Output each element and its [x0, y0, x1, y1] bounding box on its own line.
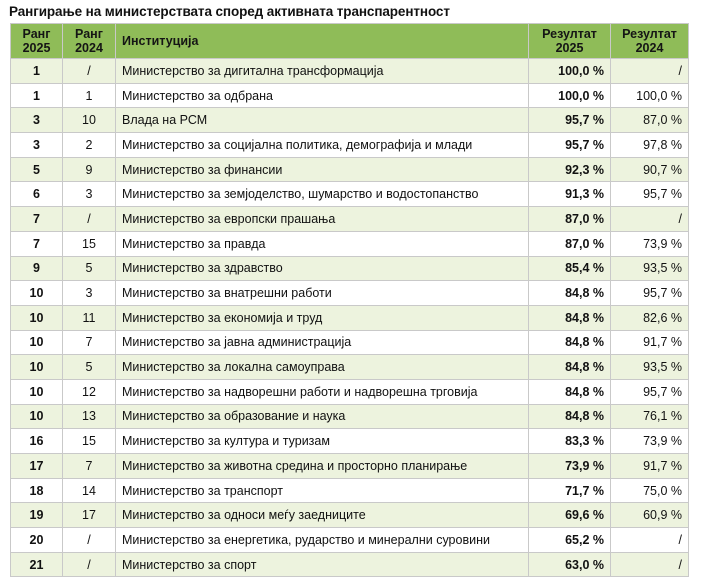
table-row[interactable]: [11, 478, 689, 503]
score-2025-cell: 84,8 %: [529, 404, 611, 429]
institution-cell: Министерство за спорт: [116, 552, 529, 577]
score-2025-cell: 69,6 %: [529, 503, 611, 528]
table-row[interactable]: [11, 330, 689, 355]
score-2025-cell: 63,0 %: [529, 552, 611, 577]
score-2025-cell: 92,3 %: [529, 157, 611, 182]
score-2024-cell: 93,5 %: [611, 256, 689, 281]
institution-cell: Министерство за земјоделство, шумарство и водостопанство: [116, 182, 529, 207]
rank-2024-cell: 5: [63, 355, 116, 380]
header-score-2025-line1: Резултат: [542, 27, 597, 41]
score-2024-cell: /: [611, 207, 689, 232]
table-row[interactable]: [11, 207, 689, 232]
score-2024-cell: 73,9 %: [611, 231, 689, 256]
score-2024-cell: 75,0 %: [611, 478, 689, 503]
table-row[interactable]: [11, 133, 689, 158]
table-row[interactable]: [11, 305, 689, 330]
table-row[interactable]: [11, 379, 689, 404]
institution-cell: Министерство за социјална политика, демографија и млади: [116, 133, 529, 158]
score-2024-cell: /: [611, 552, 689, 577]
score-2024-cell: /: [611, 528, 689, 553]
rank-2024-cell: 17: [63, 503, 116, 528]
rank-2025-cell: 20: [11, 528, 63, 553]
rank-2024-cell: 11: [63, 305, 116, 330]
score-2025-cell: 100,0 %: [529, 59, 611, 84]
score-2024-cell: 93,5 %: [611, 355, 689, 380]
score-2024-cell: 76,1 %: [611, 404, 689, 429]
table-row[interactable]: [11, 231, 689, 256]
score-2025-cell: 87,0 %: [529, 207, 611, 232]
institution-cell: Министерство за одбрана: [116, 83, 529, 108]
institution-cell: Министерство за дигитална трансформација: [116, 59, 529, 84]
table-title: Рангирање на министерствата според активната транспарентност: [9, 4, 450, 19]
rank-2024-cell: 12: [63, 379, 116, 404]
header-rank-2024-line1: Ранг: [75, 27, 103, 41]
rank-2024-cell: 15: [63, 429, 116, 454]
rank-2025-cell: 5: [11, 157, 63, 182]
table-row[interactable]: [11, 83, 689, 108]
score-2025-cell: 71,7 %: [529, 478, 611, 503]
institution-cell: Министерство за економија и труд: [116, 305, 529, 330]
rank-2025-cell: 1: [11, 59, 63, 84]
table-row[interactable]: [11, 281, 689, 306]
score-2025-cell: 100,0 %: [529, 83, 611, 108]
table-row[interactable]: [11, 429, 689, 454]
institution-cell: Министерство за внатрешни работи: [116, 281, 529, 306]
institution-cell: Министерство за здравство: [116, 256, 529, 281]
header-score-2024[interactable]: [611, 24, 689, 59]
table-row[interactable]: [11, 182, 689, 207]
rank-2024-cell: 7: [63, 330, 116, 355]
score-2024-cell: 91,7 %: [611, 330, 689, 355]
score-2025-cell: 65,2 %: [529, 528, 611, 553]
table-row[interactable]: [11, 355, 689, 380]
score-2024-cell: 91,7 %: [611, 454, 689, 479]
table-row[interactable]: [11, 454, 689, 479]
score-2025-cell: 73,9 %: [529, 454, 611, 479]
table-row[interactable]: [11, 157, 689, 182]
table-row[interactable]: [11, 503, 689, 528]
institution-cell: Министерство за јавна администрација: [116, 330, 529, 355]
rank-2025-cell: 16: [11, 429, 63, 454]
score-2025-cell: 83,3 %: [529, 429, 611, 454]
score-2024-cell: 82,6 %: [611, 305, 689, 330]
institution-cell: Министерство за енергетика, рударство и минерални суровини: [116, 528, 529, 553]
rank-2025-cell: 7: [11, 207, 63, 232]
score-2025-cell: 87,0 %: [529, 231, 611, 256]
rank-2025-cell: 10: [11, 404, 63, 429]
header-rank-2024[interactable]: [63, 24, 116, 59]
table-row[interactable]: [11, 552, 689, 577]
rank-2025-cell: 10: [11, 281, 63, 306]
rank-2025-cell: 10: [11, 330, 63, 355]
ranking-table: [10, 23, 689, 577]
header-rank-2025-line1: Ранг: [22, 27, 51, 41]
score-2024-cell: 87,0 %: [611, 108, 689, 133]
score-2024-cell: 100,0 %: [611, 83, 689, 108]
rank-2024-cell: /: [63, 59, 116, 84]
score-2025-cell: 84,8 %: [529, 379, 611, 404]
rank-2024-cell: 9: [63, 157, 116, 182]
table-row[interactable]: [11, 256, 689, 281]
institution-cell: Министерство за финансии: [116, 157, 529, 182]
score-2024-cell: 97,8 %: [611, 133, 689, 158]
rank-2025-cell: 3: [11, 133, 63, 158]
rank-2024-cell: 3: [63, 182, 116, 207]
score-2025-cell: 95,7 %: [529, 108, 611, 133]
score-2024-cell: 73,9 %: [611, 429, 689, 454]
header-score-2024-line1: Резултат: [622, 27, 677, 41]
institution-cell: Министерство за европски прашања: [116, 207, 529, 232]
institution-cell: Министерство за животна средина и просторно планирање: [116, 454, 529, 479]
header-score-2025[interactable]: [529, 24, 611, 59]
institution-cell: Министерство за култура и туризам: [116, 429, 529, 454]
score-2024-cell: 95,7 %: [611, 379, 689, 404]
score-2024-cell: 60,9 %: [611, 503, 689, 528]
institution-cell: Министерство за правда: [116, 231, 529, 256]
rank-2025-cell: 6: [11, 182, 63, 207]
score-2025-cell: 84,8 %: [529, 330, 611, 355]
rank-2024-cell: 1: [63, 83, 116, 108]
rank-2024-cell: /: [63, 207, 116, 232]
score-2025-cell: 84,8 %: [529, 281, 611, 306]
rank-2024-cell: 14: [63, 478, 116, 503]
header-score-2025-line2: 2025: [555, 41, 584, 55]
score-2024-cell: /: [611, 59, 689, 84]
rank-2024-cell: 7: [63, 454, 116, 479]
score-2025-cell: 91,3 %: [529, 182, 611, 207]
table-row[interactable]: [11, 404, 689, 429]
institution-cell: Министерство за односи меѓу заедниците: [116, 503, 529, 528]
score-2024-cell: 95,7 %: [611, 182, 689, 207]
header-rank-2024-line2: 2024: [75, 41, 103, 55]
rank-2025-cell: 10: [11, 305, 63, 330]
rank-2024-cell: /: [63, 552, 116, 577]
table-row[interactable]: [11, 59, 689, 84]
rank-2025-cell: 3: [11, 108, 63, 133]
rank-2025-cell: 10: [11, 379, 63, 404]
table-row[interactable]: [11, 108, 689, 133]
header-institution[interactable]: Институција: [116, 24, 529, 59]
institution-cell: Министерство за транспорт: [116, 478, 529, 503]
score-2024-cell: 95,7 %: [611, 281, 689, 306]
rank-2024-cell: 3: [63, 281, 116, 306]
score-2025-cell: 84,8 %: [529, 305, 611, 330]
rank-2024-cell: 15: [63, 231, 116, 256]
institution-cell: Министерство за локална самоуправа: [116, 355, 529, 380]
table-header-row: [11, 24, 689, 59]
rank-2024-cell: 5: [63, 256, 116, 281]
table-row[interactable]: [11, 528, 689, 553]
rank-2024-cell: /: [63, 528, 116, 553]
rank-2025-cell: 10: [11, 355, 63, 380]
rank-2025-cell: 19: [11, 503, 63, 528]
rank-2025-cell: 1: [11, 83, 63, 108]
score-2025-cell: 85,4 %: [529, 256, 611, 281]
rank-2025-cell: 9: [11, 256, 63, 281]
rank-2025-cell: 18: [11, 478, 63, 503]
header-score-2024-line2: 2024: [635, 41, 664, 55]
institution-cell: Министерство за надворешни работи и надворешна трговија: [116, 379, 529, 404]
score-2025-cell: 84,8 %: [529, 355, 611, 380]
rank-2024-cell: 13: [63, 404, 116, 429]
header-rank-2025-line2: 2025: [22, 41, 51, 55]
rank-2025-cell: 17: [11, 454, 63, 479]
rank-2024-cell: 10: [63, 108, 116, 133]
rank-2025-cell: 7: [11, 231, 63, 256]
rank-2025-cell: 21: [11, 552, 63, 577]
score-2024-cell: 90,7 %: [611, 157, 689, 182]
rank-2024-cell: 2: [63, 133, 116, 158]
score-2025-cell: 95,7 %: [529, 133, 611, 158]
institution-cell: Влада на РСМ: [116, 108, 529, 133]
header-rank-2025[interactable]: [11, 24, 63, 59]
institution-cell: Министерство за образование и наука: [116, 404, 529, 429]
